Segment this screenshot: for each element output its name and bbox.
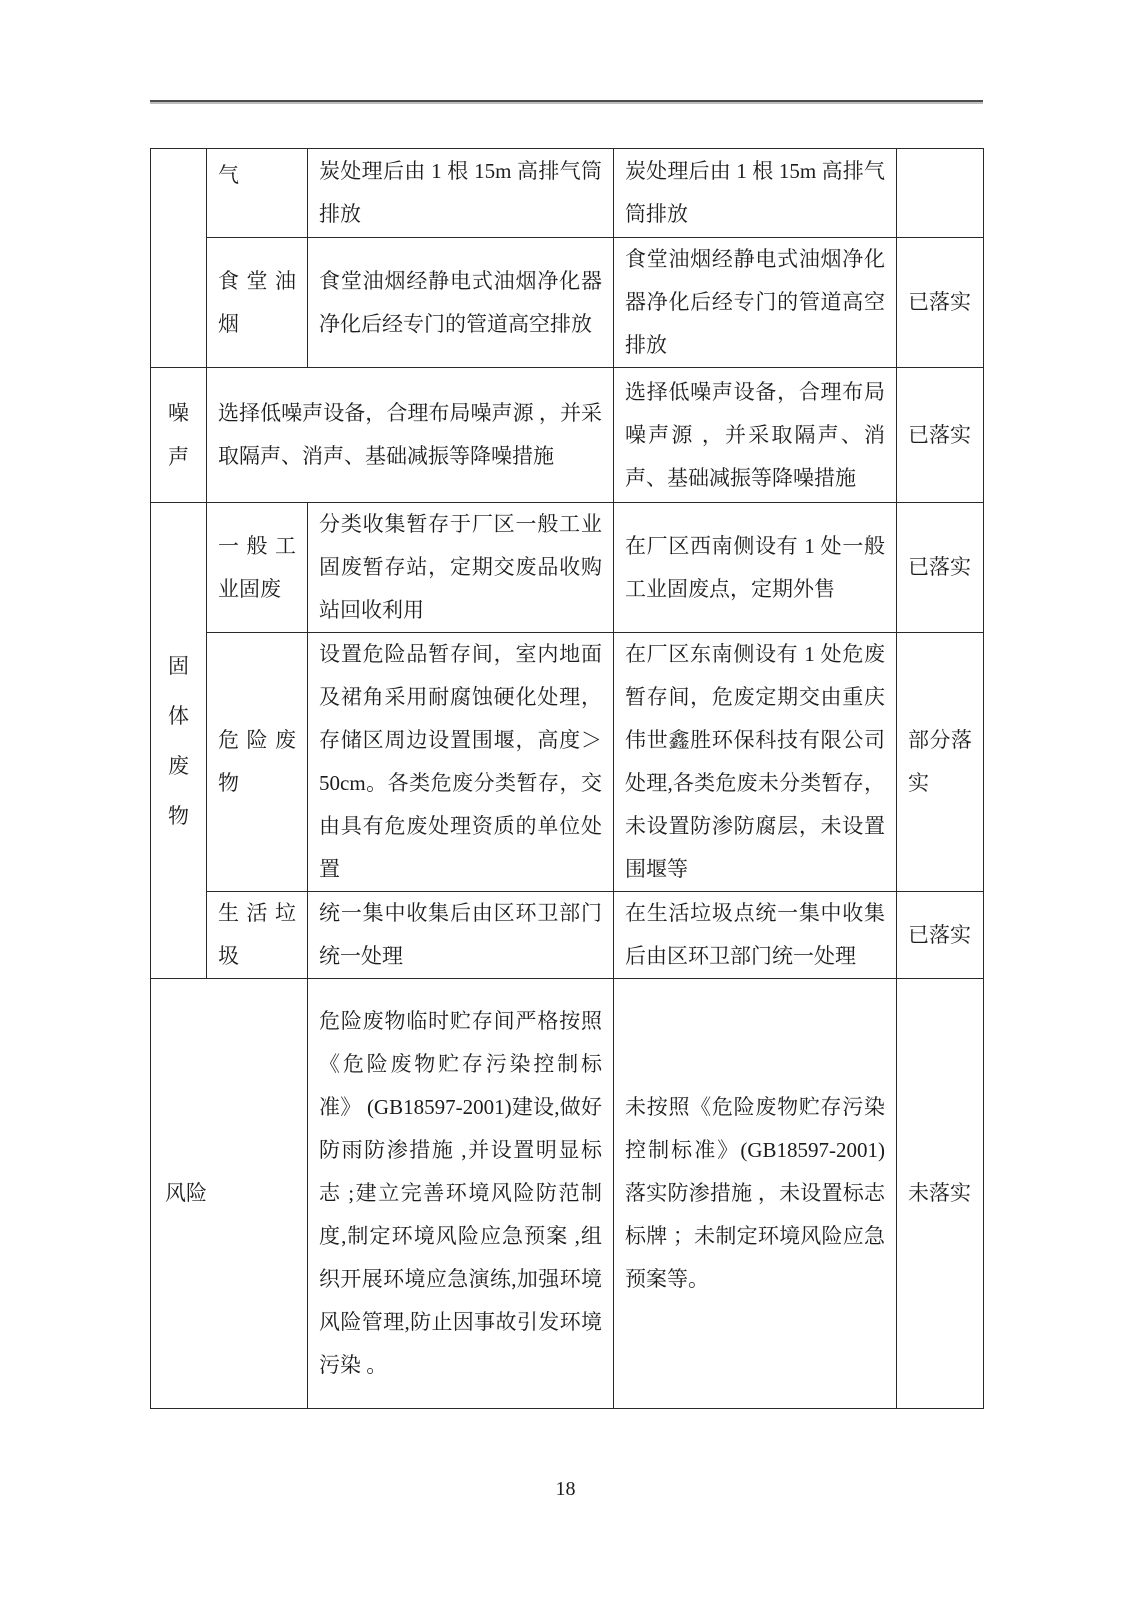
cell-status: 未落实	[897, 979, 984, 1409]
cell-category-noise	[151, 368, 207, 503]
cell-status	[897, 149, 984, 238]
header-rule	[150, 100, 983, 102]
cell-item: 一般工业固废	[207, 503, 308, 633]
cell-status: 已落实	[897, 238, 984, 368]
cell-measure: 设置危险品暂存间，室内地面及裙角采用耐腐蚀硬化处理，存储区周边设置围堰，高度＞50cm。各类危废分类暂存，交由具有危废处理资质的单位处置	[308, 633, 614, 892]
page-number: 18	[555, 1478, 576, 1500]
cell-measure: 选择低噪声设备，合理布局噪声源 ，并采取隔声、消声、基础减振等降噪措施	[207, 368, 614, 503]
cell-item: 食堂油烟	[207, 238, 308, 368]
cell-category-risk: 风险	[151, 979, 308, 1409]
table-row	[151, 368, 984, 503]
cell-status: 已落实	[897, 368, 984, 503]
cell-actual: 选择低噪声设备，合理布局噪声源 ，并采取隔声、消声、基础减振等降噪措施	[614, 368, 897, 503]
cell-status: 已落实	[897, 503, 984, 633]
cell-actual: 未按照《危险废物贮存污染控制标准》(GB18597-2001)落实防渗措施 ，未设置标志标牌 ；未制定环境风险应急预案等。	[614, 979, 897, 1409]
table-row	[151, 503, 984, 633]
cell-actual: 炭处理后由 1 根 15m 高排气筒排放	[614, 149, 897, 238]
table-row	[151, 979, 984, 1409]
cell-measure: 分类收集暂存于厂区一般工业固废暂存站，定期交废品收购站回收利用	[308, 503, 614, 633]
table-row	[151, 149, 984, 238]
cell-status: 已落实	[897, 892, 984, 979]
cell-actual: 食堂油烟经静电式油烟净化器净化后经专门的管道高空排放	[614, 238, 897, 368]
cell-measure: 食堂油烟经静电式油烟净化器净化后经专门的管道高空排放	[308, 238, 614, 368]
cell-item: 危险废物	[207, 633, 308, 892]
cell-actual: 在生活垃圾点统一集中收集后由区环卫部门统一处理	[614, 892, 897, 979]
cell-status: 部分落实	[897, 633, 984, 892]
cell-category-empty	[151, 149, 207, 368]
cell-measure: 炭处理后由 1 根 15m 高排气筒排放	[308, 149, 614, 238]
cell-category-solid-waste	[151, 503, 207, 979]
cell-measure: 危险废物临时贮存间严格按照《危险废物贮存污染控制标准》 (GB18597-2001)建设,做好防雨防渗措施 ,并设置明显标志 ;建立完善环境风险防范制度,制定环境风险应急预案 ,组织开展环境应急演练,加强环境风险管理,防止因事故引发环境污染 。	[308, 979, 614, 1409]
cell-actual: 在厂区西南侧设有 1 处一般工业固废点，定期外售	[614, 503, 897, 633]
category-label: 固体废物	[168, 653, 189, 828]
cell-actual: 在厂区东南侧设有 1 处危废暂存间，危废定期交由重庆伟世鑫胜环保科技有限公司处理,各类危废未分类暂存，未设置防渗防腐层，未设置围堰等	[614, 633, 897, 892]
table-row	[151, 892, 984, 979]
cell-item: 生活垃圾	[207, 892, 308, 979]
cell-item: 气	[207, 149, 308, 238]
cell-measure: 统一集中收集后由区环卫部门统一处理	[308, 892, 614, 979]
category-label: 噪声	[168, 401, 189, 469]
table-row	[151, 238, 984, 368]
implementation-table	[150, 148, 984, 1409]
table-row	[151, 633, 984, 892]
